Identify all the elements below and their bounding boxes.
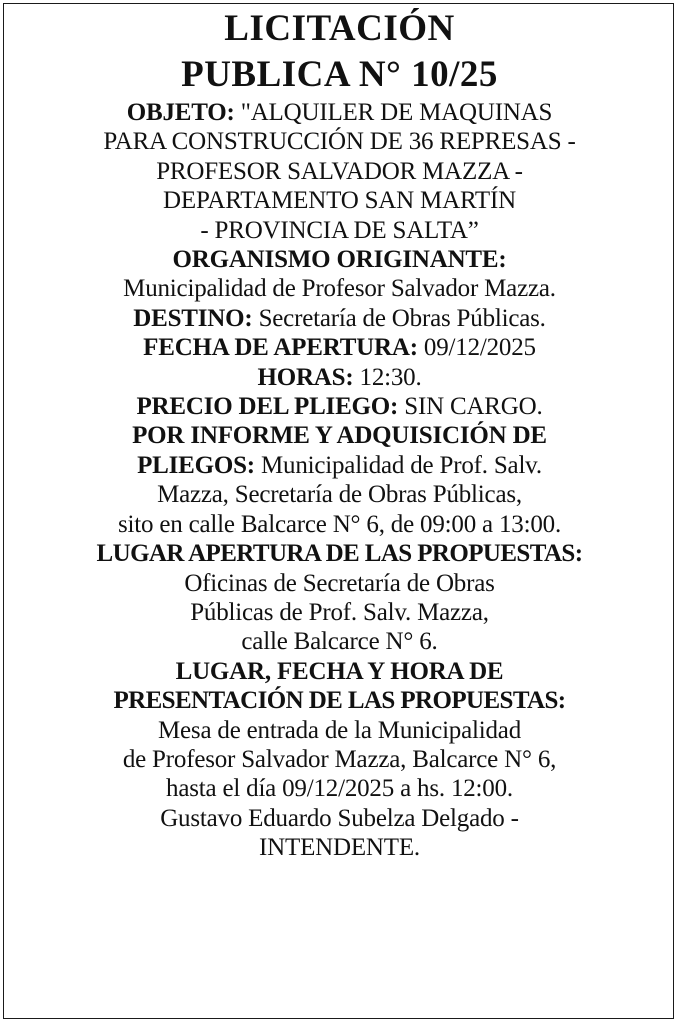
presentacion-value-3: hasta el día 09/12/2025 a hs. 12:00. (166, 775, 513, 803)
fecha-apertura-line (0, 333, 679, 362)
objeto-line-5: - PROVINCIA DE SALTA” (200, 216, 479, 244)
destino-value: Secretaría de Obras Públicas. (252, 304, 546, 332)
organismo-value: Municipalidad de Profesor Salvador Mazza. (123, 275, 556, 303)
informe-value-1: Municipalidad de Prof. Salv. (254, 451, 542, 479)
presentacion-value-1: Mesa de entrada de la Municipalidad (158, 716, 521, 744)
horas-label: HORAS: (257, 363, 354, 391)
objeto-line-2: PARA CONSTRUCCIÓN DE 36 REPRESAS - (103, 128, 576, 156)
objeto-line-1 (0, 98, 679, 127)
objeto-label: OBJETO: (126, 99, 235, 126)
fecha-apertura-label: FECHA DE APERTURA: (143, 334, 418, 362)
informe-value-2: Mazza, Secretaría de Obras Públicas, (157, 481, 522, 509)
destino-label: DESTINO: (133, 304, 253, 332)
precio-label: PRECIO DEL PLIEGO: (136, 393, 399, 421)
tender-notice (0, 6, 679, 863)
horas-value: 12:30. (353, 363, 422, 391)
presentacion-value-2: de Profesor Salvador Mazza, Balcarce N° 6, (122, 745, 557, 773)
objeto-line-4: DEPARTAMENTO SAN MARTÍN (163, 187, 516, 215)
presentacion-label-line-2: PRESENTACIÓN DE LAS PROPUESTAS: (113, 687, 566, 715)
notice-title-line-1: LICITACIÓN (224, 8, 455, 49)
informe-label-line-1: POR INFORME Y ADQUISICIÓN DE (132, 422, 547, 450)
horas-line (0, 363, 679, 392)
fecha-apertura-value: 09/12/2025 (417, 334, 536, 362)
precio-line (0, 392, 679, 421)
notice-title-line-2: PUBLICA N° 10/25 (181, 54, 498, 95)
objeto-line-3: PROFESOR SALVADOR MAZZA - (156, 157, 523, 185)
lugar-apertura-value-2: Públicas de Prof. Salv. Mazza, (190, 598, 489, 626)
organismo-label: ORGANISMO ORIGINANTE: (172, 246, 507, 274)
informe-value-3: sito en calle Balcarce N° 6, de 09:00 a 13:00. (117, 510, 561, 538)
signature-role: INTENDENTE. (259, 834, 420, 862)
lugar-apertura-value-1: Oficinas de Secretaría de Obras (184, 569, 495, 597)
informe-line-2 (0, 451, 679, 480)
destino-line (0, 304, 679, 333)
objeto-text-1: "ALQUILER DE MAQUINAS (234, 99, 553, 126)
lugar-apertura-value-3: calle Balcarce N° 6. (241, 628, 438, 656)
precio-value: SIN CARGO. (398, 393, 543, 421)
lugar-apertura-label: LUGAR APERTURA DE LAS PROPUESTAS: (96, 540, 583, 568)
informe-label-line-2: PLIEGOS: (137, 451, 255, 479)
presentacion-label-line-1: LUGAR, FECHA Y HORA DE (175, 657, 504, 685)
signature-name: Gustavo Eduardo Subelza Delgado - (160, 804, 519, 832)
